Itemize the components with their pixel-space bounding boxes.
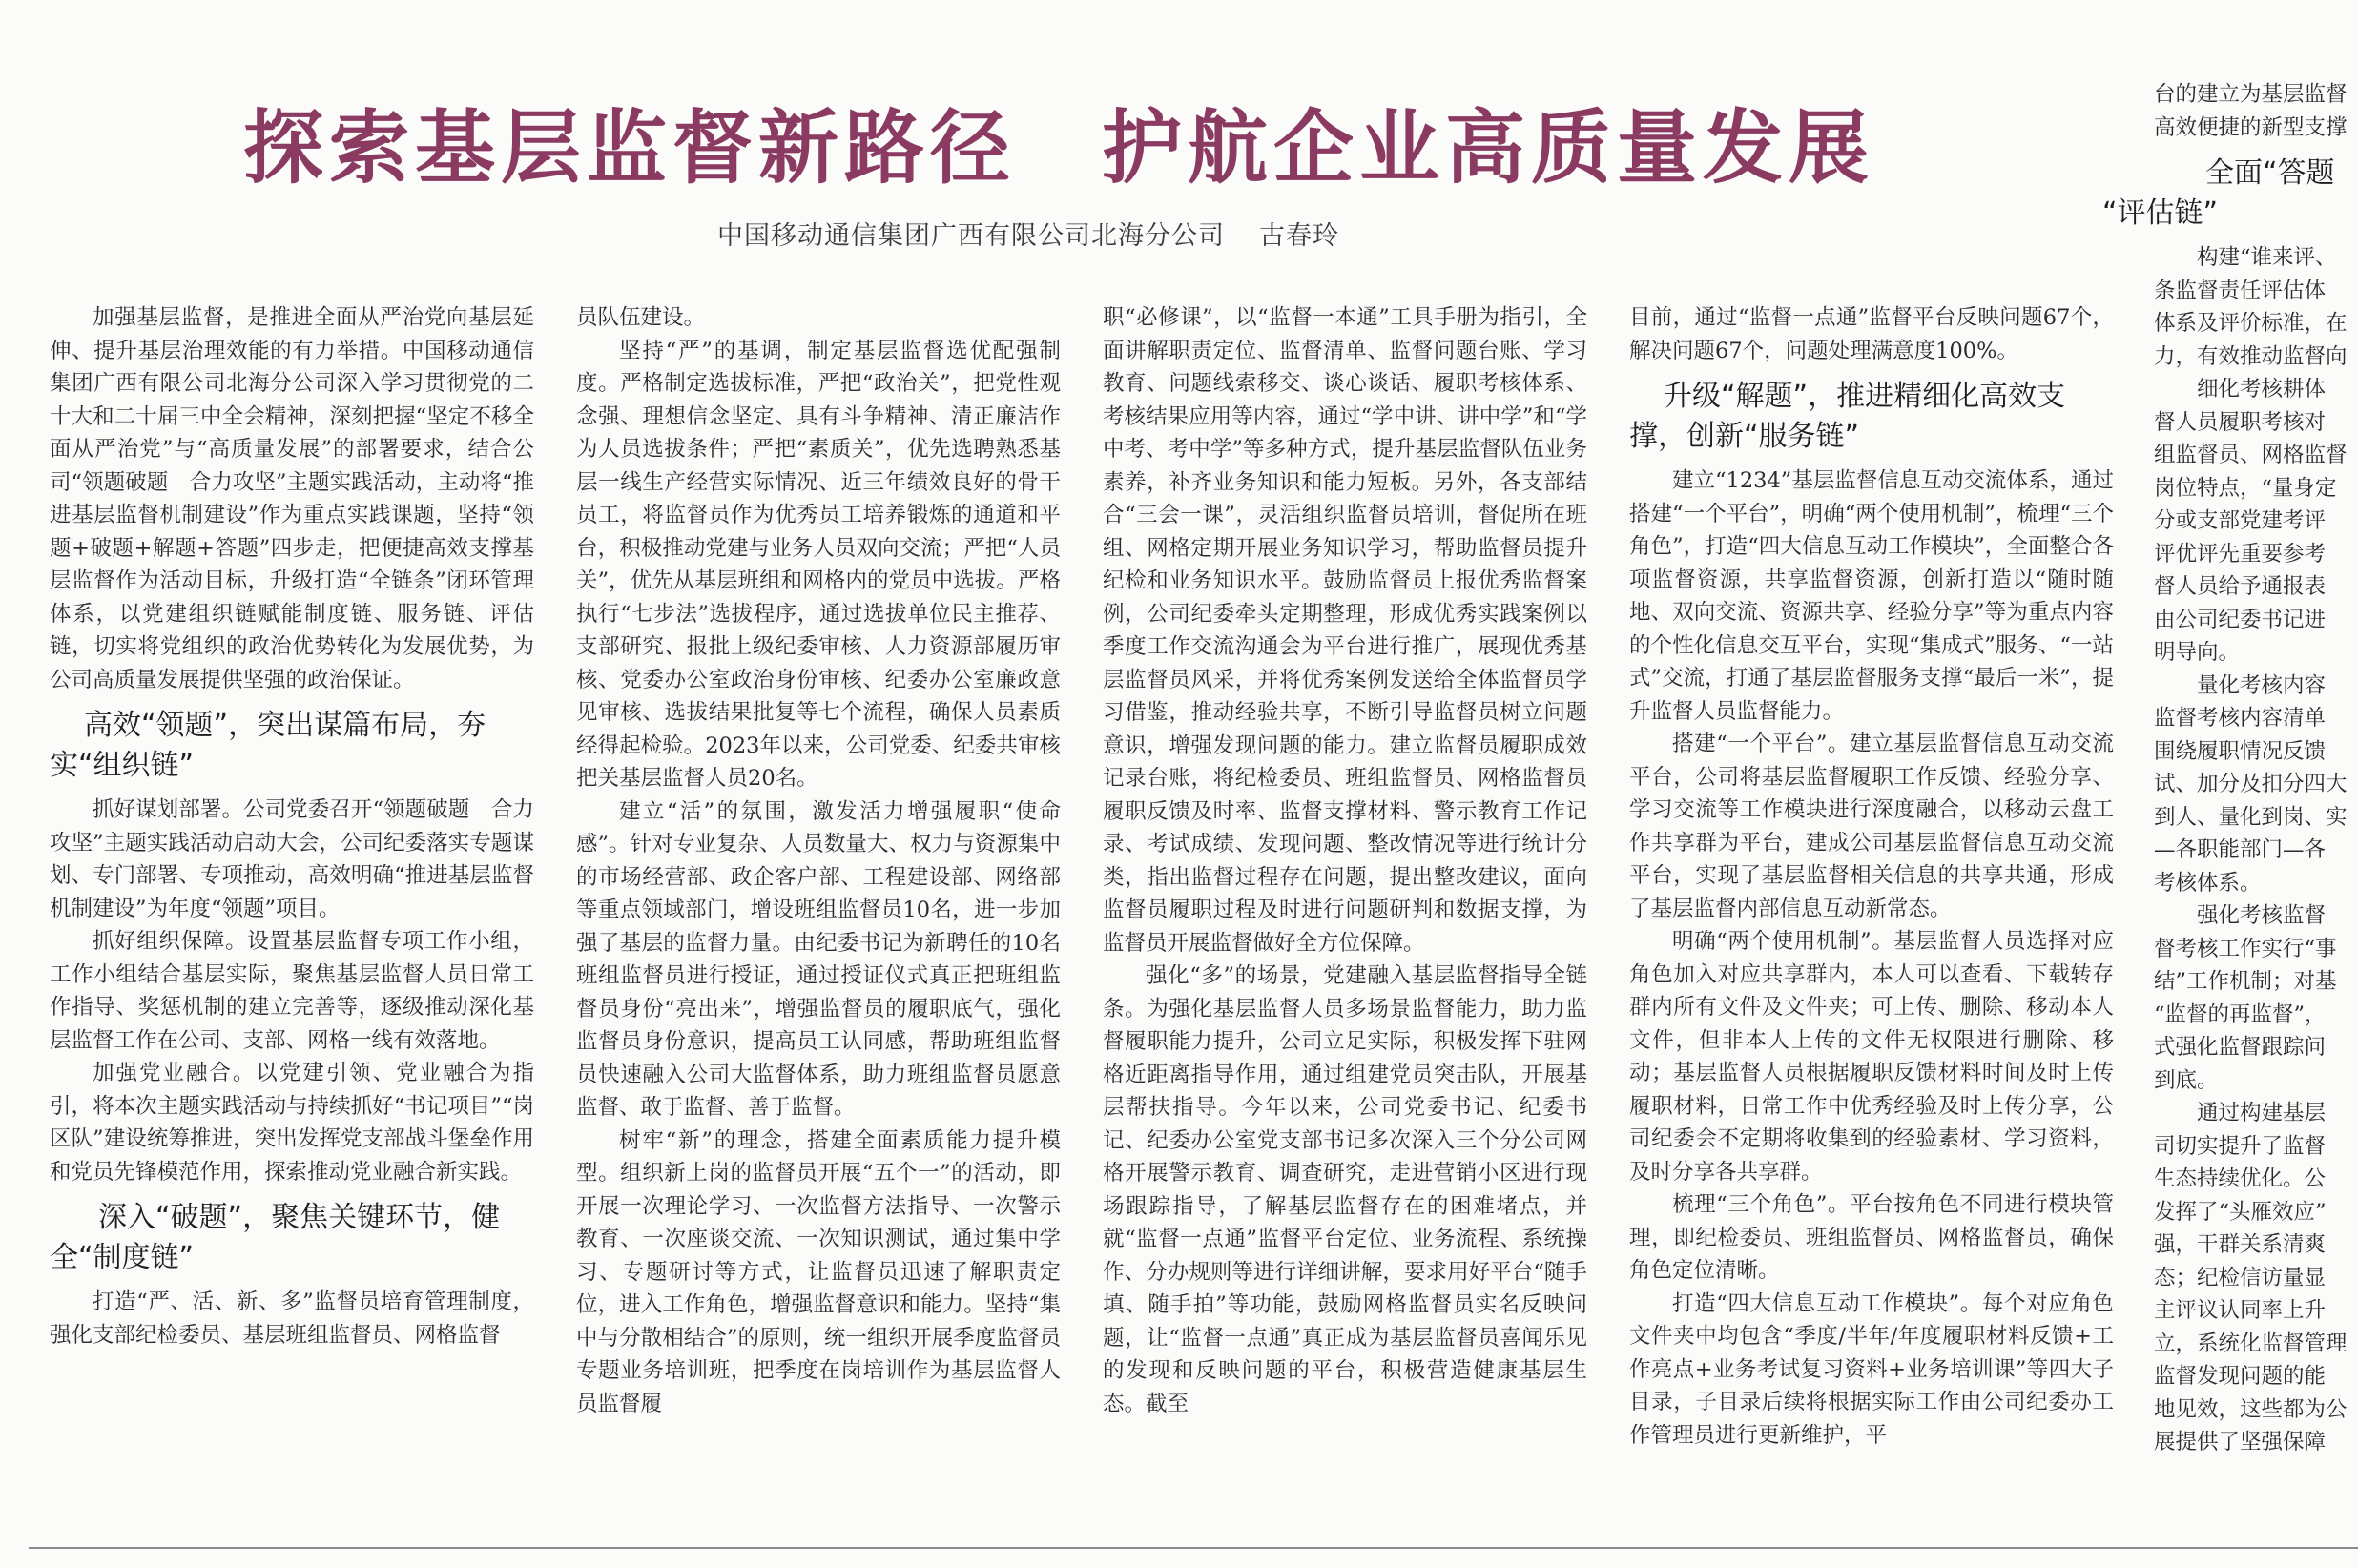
text-line: 到底。 (2154, 1067, 2219, 1093)
article-column-1 (50, 301, 534, 1473)
paragraph: 加强党业融合。以党建引领、党业融合为指引，将本次主题实践活动与持续抓好“书记项目”“岗区队”建设统筹推进，突出发挥党支部战斗堡垒作用和党员先锋模范作用，探索推动党业融合新实践。 (50, 1061, 534, 1185)
paragraph: 树牢“新”的理念，搭建全面素质能力提升模型。组织新上岗的监督员开展“五个一”的活动，即开展一次理论学习、一次监督方法指导、一次警示教育、一次座谈交流、一次知识测试，通过集中学习、专题研讨等方式，让监督员迅速了解职责定位，进入工作角色，增强监督意识和能力。坚持“集中与分散相结合”的原则，统一组织开展季度监督员专题业务培训班，把季度在岗培训作为基层监督人员监督履 (576, 1127, 1061, 1416)
text-line: 力，有效推动监督向 (2154, 343, 2348, 369)
text-line: 生态持续优化。公 (2154, 1166, 2327, 1191)
paragraph-continued: 员队伍建设。 (576, 305, 706, 330)
paragraph: 明确“两个使用机制”。基层监督人员选择对应角色加入对应共享群内，本人可以查看、下载转存群内所有文件及文件夹；可上传、删除、移动本人文件，但非本人上传的文件无权限进行删除、移动；基层监督人员根据履职反馈材料时间及时上传履职材料，日常工作中优秀经验及时上传分享，公司纪委会不定期将收集到的经验素材、学习资料，及时分享各共享群。 (1629, 929, 2114, 1185)
text-line: 态；纪检信访量显 (2154, 1265, 2327, 1290)
section-heading-evaluation-chain: 全面“答题 “评估链” (2102, 156, 2335, 230)
byline (717, 217, 1339, 256)
paragraph: 搭建“一个平台”。建立基层监督信息互动交流平台，公司将基层监督履职工作反馈、经验分享、学习交流等工作模块进行深度融合，以移动云盘工作共享群为平台，建成公司基层监督信息互动交流平台，实现了基层监督相关信息的共享共通，形成了基层监督内部信息互动新常态。 (1629, 732, 2114, 921)
text-line: 细化考核耕体 (2197, 377, 2327, 402)
section-heading-system-chain: 深入“破题”，聚焦关键环节，健全“制度链” (50, 1201, 501, 1274)
text-line: 强化考核监督 (2197, 903, 2327, 928)
text-line: 条监督责任评估体 (2154, 278, 2327, 303)
text-line: 立，系统化监督管理 (2154, 1331, 2348, 1356)
article-column-3 (1103, 301, 1587, 1473)
text-line: 围绕履职情况反馈 (2154, 738, 2327, 764)
paragraph-continued: 目前，通过“监督一点通”监督平台反映问题67个，解决问题67个，问题处理满意度100%。 (1629, 305, 2114, 363)
paragraph: 梳理“三个角色”。平台按角色不同进行模块管理，即纪检委员、班组监督员、网格监督员，确保角色定位清晰。 (1629, 1192, 2114, 1283)
text-line: 督考核工作实行“事 (2154, 936, 2337, 961)
text-line: 通过构建基层 (2197, 1101, 2327, 1125)
text-line: 高效便捷的新型支撑 (2154, 114, 2348, 140)
paragraph: 加强基层监督，是推进全面从严治党向基层延伸、提升基层治理效能的有力举措。中国移动通信集团广西有限公司北海分公司深入学习贯彻党的二十大和二十届三中全会精神，深刻把握“坚定不移全面从严治党”与“高质量发展”的部署要求，结合公司“领题破题 合力攻坚”主题实践活动，主动将“推进基层监督机制建设”作为重点实践课题，坚持“领题+破题+解题+答题”四步走，把便捷高效支撑基层监督作为活动目标，升级打造“全链条”闭环管理体系，以党建组织链赋能制度链、服务链、评估链，切实将党组织的政治优势转化为发展优势，为公司高质量发展提供坚强的政治保证。 (50, 305, 534, 692)
text-line: 督人员给予通报表 (2154, 574, 2327, 599)
section-heading-service-chain: 升级“解题”，推进精细化高效支撑，创新“服务链” (1629, 380, 2066, 453)
text-line: 到人、量化到岗、实 (2154, 804, 2348, 830)
paragraph: 抓好组织保障。设置基层监督专项工作小组，工作小组结合基层实际，聚焦基层监督人员日常工作指导、奖惩机制的建立完善等，逐级推动深化基层监督工作在公司、支部、网格一线有效落地。 (50, 929, 534, 1053)
text-line: 结”工作机制；对基 (2154, 969, 2337, 994)
text-line: 岗位特点，“量身定 (2154, 475, 2337, 501)
text-line: 强，干群关系清爽 (2154, 1232, 2327, 1257)
paragraph: 坚持“严”的基调，制定基层监督选优配强制度。严格制定选拔标准，严把“政治关”，把党性观念强、理想信念坚定、具有斗争精神、清正廉洁作为人员选拔条件；严把“素质关”，优先选聘熟悉基层一线生产经营实际情况、近三年绩效良好的骨干员工，将监督员作为优秀员工培养锻炼的通道和平台，积极推动党建与业务人员双向交流；严把“人员关”，优先从基层班组和网格内的党员中选拔。严格执行“七步法”选拔程序，通过选拔单位民主推荐、支部研究、报批上级纪委审核、人力资源部履历审核、党委办公室政治身份审核、纪委办公室廉政意见审核、选拔结果批复等七个流程，确保人员素质经得起检验。2023年以来，公司党委、纪委共审核把关基层监督人员20名。 (576, 338, 1061, 791)
text-line: 司切实提升了监督 (2154, 1133, 2327, 1159)
text-line: 明导向。 (2154, 640, 2241, 665)
text-line: 试、加分及扣分四大 (2154, 772, 2348, 796)
text-line: 式强化监督跟踪问 (2154, 1035, 2327, 1060)
text-line: —各职能部门—各 (2154, 837, 2327, 862)
paragraph: 打造“四大信息互动工作模块”。每个对应角色文件夹中均包含“季度/半年/年度履职材料反馈+工作亮点+业务考试复习资料+业务培训课”等四大子目录，子目录后续将根据实际工作由公司纪委办工作管理员进行更新维护，平 (1629, 1290, 2114, 1448)
text-line: 督人员履职考核对 (2154, 409, 2327, 435)
article-column-2 (576, 301, 1061, 1473)
paragraph-continued: 职“必修课”，以“监督一本通”工具手册为指引，全面讲解职责定位、监督清单、监督问题台账、学习教育、问题线索移交、谈心谈话、履职考核体系、考核结果应用等内容，通过“学中讲、讲中学”和“学中考、考中学”等多种方式，提升基层监督队伍业务素养，补齐业务知识和能力短板。另外，各支部结合“三会一课”，灵活组织监督员培训，督促所在班组、网格定期开展业务知识学习，帮助监督员提升纪检和业务知识水平。鼓励监督员上报优秀监督案例，公司纪委牵头定期整理，形成优秀实践案例以季度工作交流沟通会为平台进行推广，展现优秀基层监督员风采，并将优秀案例发送给全体监督员学习借鉴，推动经验共享，不断引导监督员树立问题意识，增强发现问题的能力。建立监督员履职成效记录台账，将纪检委员、班组监督员、网格监督员履职反馈及时率、监督支撑材料、警示教育工作记录、考试成绩、发现问题、整改情况等进行统计分类，指出监督过程存在问题，提出整改建议，面向监督员履职过程及时进行问题研判和数据支撑，为监督员开展监督做好全方位保障。 (1103, 305, 1587, 956)
text-line: 发挥了“头雁效应” (2154, 1199, 2327, 1225)
paragraph: 建立“1234”基层监督信息互动交流体系，通过搭建“一个平台”，明确“两个使用机制”，梳理“三个角色”，打造“四大信息互动工作模块”，全面整合各项监督资源，共享监督资源，创新打造以“随时随地、双向交流、资源共享、经验分享”等为重点内容的个性化信息交互平台，实现“集成式”服务、“一站式”交流，打通了基层监督服务支撑“最后一米”，提升监督人员监督能力。 (1629, 468, 2114, 724)
section-heading-organization-chain: 高效“领题”，突出谋篇布局，夯实“组织链” (50, 709, 486, 782)
text-line: “监督的再监督”， (2154, 1001, 2327, 1027)
article-column-5-cropped (2102, 78, 2358, 1473)
text-line: 评优评先重要参考 (2154, 541, 2327, 567)
paragraph: 强化“多”的场景，党建融入基层监督指导全链条。为强化基层监督人员多场景监督能力，助力监督履职能力提升，公司立足实际，积极发挥下驻网格近距离指导作用，通过组建党员突击队，开展基层帮扶指导。今年以来，公司党委书记、纪委书记、纪委办公室党支部书记多次深入三个分公司网格开展警示教育、调查研究，走进营销小区进行现场跟踪指导，了解基层监督存在的困难堵点，并就“监督一点通”监督平台定位、业务流程、系统操作、分办规则等进行详细讲解，要求用好平台“随手填、随手拍”等功能，鼓励网格监督员实名反映问题，让“监督一点通”真正成为基层监督员喜闻乐见的发现和反映问题的平台，积极营造健康基层生态。截至 (1103, 963, 1587, 1416)
paragraph: 打造“严、活、新、多”监督员培育管理制度，强化支部纪检委员、基层班组监督员、网格监督 (50, 1289, 534, 1348)
article-column-4 (1629, 301, 2114, 1473)
text-line: 展提供了坚强保障 (2154, 1430, 2327, 1455)
article-title: 探索基层监督新路径 护航企业高质量发展 (243, 101, 1875, 195)
text-line: 考核体系。 (2154, 870, 2262, 896)
text-line: 组监督员、网格监督 (2154, 443, 2348, 467)
bottom-divider-line (29, 1547, 2358, 1549)
text-line: 体系及评价标准，在 (2154, 311, 2348, 336)
text-line: 构建“谁来评、 (2197, 245, 2337, 270)
text-line: 主评议认同率上升 (2154, 1298, 2327, 1323)
text-line: 量化考核内容 (2197, 672, 2327, 698)
text-line: 监督发现问题的能 (2154, 1364, 2327, 1389)
text-line: 地见效，这些都为公 (2154, 1396, 2348, 1422)
author-organization: 中国移动通信集团广西有限公司北海分公司 (717, 221, 1225, 251)
text-line: 台的建立为基层监督 (2154, 82, 2348, 107)
author-name: 古春玲 (1259, 221, 1339, 251)
paragraph: 建立“活”的氛围，激发活力增强履职“使命感”。针对专业复杂、人员数量大、权力与资源集中的市场经营部、政企客户部、工程建设部、网络部等重点领域部门，增设班组监督员10名，进一步加强了基层的监督力量。由纪委书记为新聘任的10名班组监督员进行授证，通过授证仪式真正把班组监督员身份“亮出来”，增强监督员的履职底气，强化监督员身份意识，提高员工认同感，帮助班组监督员快速融入公司大监督体系，助力班组监督员愿意监督、敢于监督、善于监督。 (576, 798, 1061, 1120)
paragraph: 抓好谋划部署。公司党委召开“领题破题 合力攻坚”主题实践活动启动大会，公司纪委落实专题谋划、专门部署、专项推动，高效明确“推进基层监督机制建设”为年度“领题”项目。 (50, 797, 534, 921)
text-line: 分或支部党建考评 (2154, 508, 2327, 533)
text-line: 监督考核内容清单 (2154, 706, 2327, 731)
text-line: 由公司纪委书记进 (2154, 607, 2327, 632)
